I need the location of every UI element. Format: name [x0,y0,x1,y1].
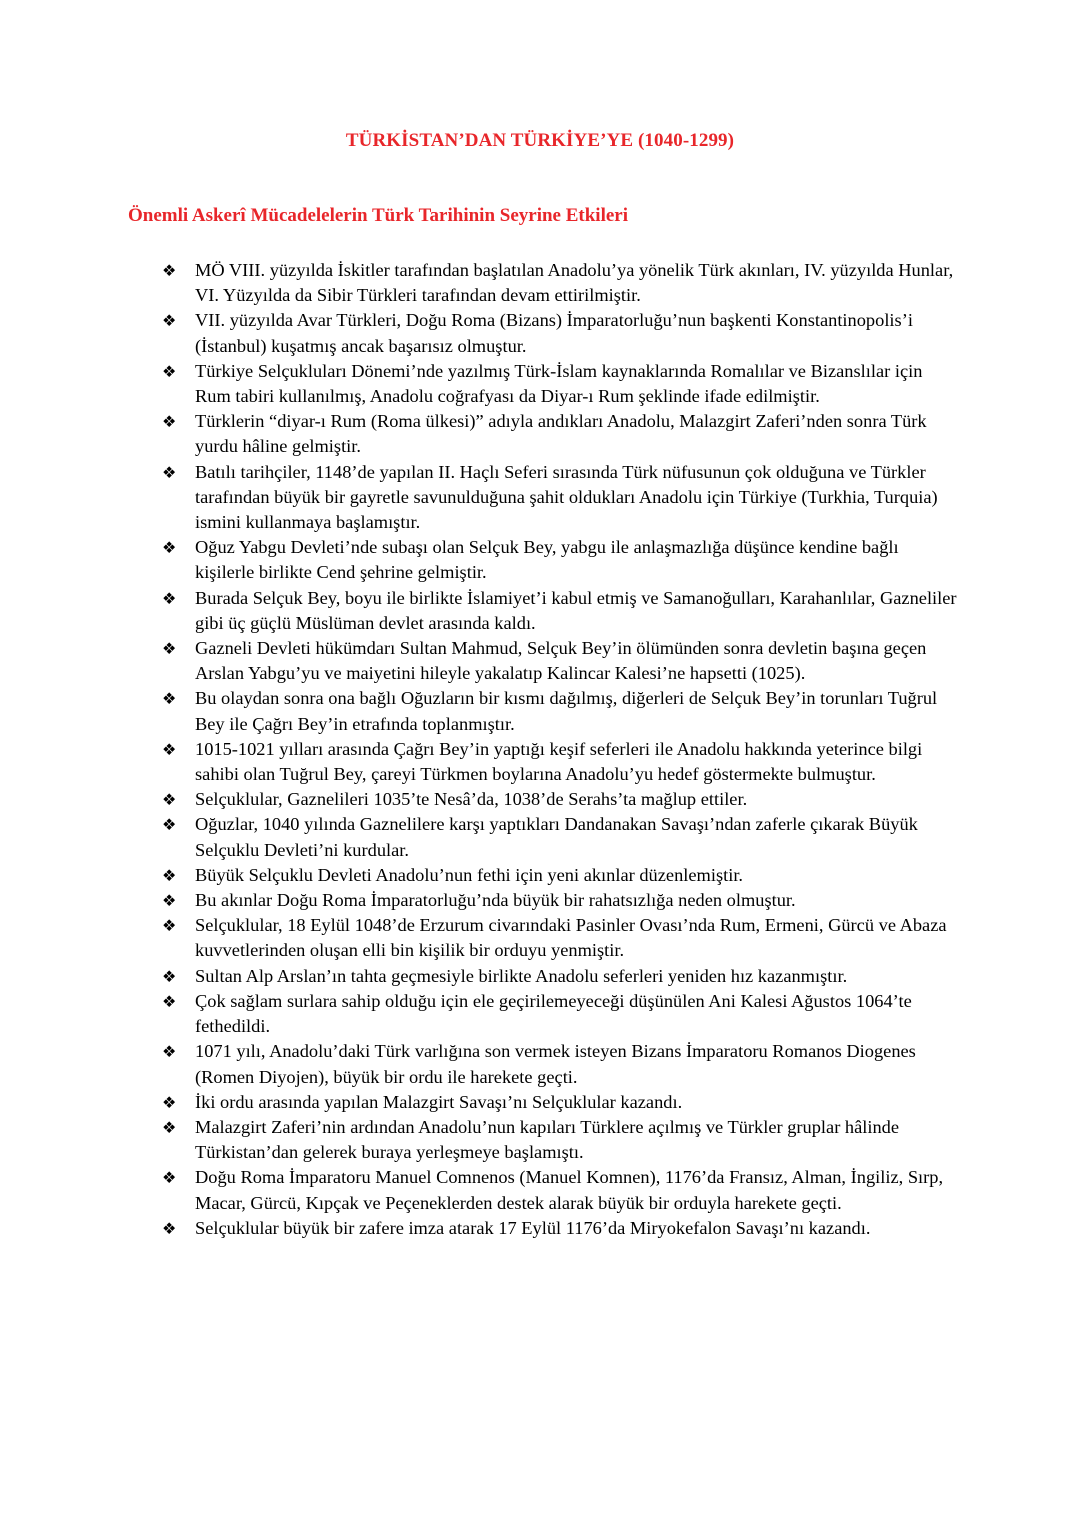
diamond-bullet-icon: ❖ [162,689,177,709]
list-item-text: Selçuklular, Gaznelileri 1035’te Nesâ’da, 1038’de Serahs’ta mağlup ettiler. [195,789,748,810]
list-item-text: Selçuklular büyük bir zafere imza atarak 17 Eylül 1176’da Miryokefalon Savaşı’nı kazandı. [195,1217,871,1238]
diamond-bullet-icon: ❖ [162,1117,177,1137]
section-heading: Önemli Askerî Mücadelelerin Türk Tarihinin Seyrine Etkileri [128,205,629,226]
list-item [162,258,962,308]
list-item [162,460,962,536]
list-item [162,535,962,585]
list-item [162,1115,962,1165]
diamond-bullet-icon: ❖ [162,588,177,608]
list-item [162,787,962,812]
list-item [162,989,962,1039]
diamond-bullet-icon: ❖ [162,991,177,1011]
list-item [162,636,962,686]
list-item-text: Doğu Roma İmparatoru Manuel Comnenos (Manuel Komnen), 1176’da Fransız, Alman, İngiliz, Sırp, Macar, Gürcü, Kıpçak ve Peçeneklerden destek alarak büyük bir orduyla harekete geçti. [195,1167,944,1213]
diamond-bullet-icon: ❖ [162,815,177,835]
list-item-text: Bu akınlar Doğu Roma İmparatorluğu’nda büyük bir rahatsızlığa neden olmuştur. [195,890,796,911]
diamond-bullet-icon: ❖ [162,865,177,885]
list-item-text: VII. yüzyılda Avar Türkleri, Doğu Roma (Bizans) İmparatorluğu’nun başkenti Konstantinopolis’i (İstanbul) kuşatmış ancak başarısız olmuştur. [195,310,913,356]
list-item-text: MÖ VIII. yüzyılda İskitler tarafından başlatılan Anadolu’ya yönelik Türk akınları, IV. yüzyılda Hunlar, VI. Yüzyılda da Sibir Türkleri tarafından devam ettirilmiştir. [195,260,954,306]
list-item [162,1039,962,1089]
page-title: TÜRKİSTAN’DAN TÜRKİYE’YE (1040-1299) [345,130,735,151]
list-item-text: İki ordu arasında yapılan Malazgirt Savaşı’nı Selçuklular kazandı. [195,1091,683,1112]
diamond-bullet-icon: ❖ [162,462,177,482]
diamond-bullet-icon: ❖ [162,891,177,911]
list-item-text: Malazgirt Zaferi’nin ardından Anadolu’nun kapıları Türklere açılmış ve Türkler gruplar hâlinde Türkistan’dan gelerek buraya yerleşmeye başlamıştı. [195,1116,900,1163]
list-item [162,1090,962,1115]
list-item [162,1216,962,1241]
list-item [162,409,962,459]
diamond-bullet-icon: ❖ [162,361,177,381]
list-item [162,686,962,736]
list-item [162,737,962,787]
list-item [162,863,962,888]
diamond-bullet-icon: ❖ [162,1218,177,1238]
list-item [162,888,962,913]
list-item [162,359,962,409]
list-item-text: Büyük Selçuklu Devleti Anadolu’nun fethi için yeni akınlar düzenlemiştir. [195,864,744,885]
diamond-bullet-icon: ❖ [162,1168,177,1188]
diamond-bullet-icon: ❖ [162,538,177,558]
list-item-text: Oğuz Yabgu Devleti’nde subaşı olan Selçuk Bey, yabgu ile anlaşmazlığa düşünce kendine bağlı kişilerle birlikte Cend şehrine gelmiştir. [195,537,899,583]
list-item [162,586,962,636]
diamond-bullet-icon: ❖ [162,966,177,986]
list-item [162,812,962,862]
list-item [162,308,962,358]
list-item-text: Burada Selçuk Bey, boyu ile birlikte İslamiyet’i kabul etmiş ve Samanoğulları, Karahanlılar, Gazneliler gibi üç güçlü Müslüman devlet arasında kaldı. [195,587,957,633]
diamond-bullet-icon: ❖ [162,1042,177,1062]
list-item-text: 1071 yılı, Anadolu’daki Türk varlığına son vermek isteyen Bizans İmparatoru Romanos Diogenes (Romen Diyojen), büyük bir ordu ile harekete geçti. [195,1041,916,1087]
diamond-bullet-icon: ❖ [162,1092,177,1112]
list-item-text: Çok sağlam surlara sahip olduğu için ele geçirilemeyeceği düşünülen Ani Kalesi Ağustos 1064’te fethedildi. [195,990,912,1037]
diamond-bullet-icon: ❖ [162,261,177,280]
list-item-text: Oğuzlar, 1040 yılında Gaznelilere karşı yaptıkları Dandanakan Savaşı’ndan zaferle çıkarak Büyük Selçuklu Devleti’ni kurdular. [195,814,918,860]
list-item-text: Selçuklular, 18 Eylül 1048’de Erzurum civarındaki Pasinler Ovası’nda Rum, Ermeni, Gürcü ve Abaza kuvvetlerinden oluşan elli bin kişilik bir orduyu yenmiştir. [195,915,947,961]
list-item-text: Batılı tarihçiler, 1148’de yapılan II. Haçlı Seferi sırasında Türk nüfusunun çok olduğuna ve Türkler tarafından büyük bir gayretle savunulduğuna şahit oldukları Anadolu için Türkiye (Turkhia, Turquia) ismini kullanmaya başlamıştır. [195,461,938,533]
list-item-text: Gazneli Devleti hükümdarı Sultan Mahmud, Selçuk Bey’in ölümünden sonra devletin başına geçen Arslan Yabgu’yu ve maiyetini hileyle yakalatıp Kalincar Kalesi’ne hapsetti (1025). [195,638,927,684]
list-item [162,964,962,989]
diamond-bullet-icon: ❖ [162,639,177,659]
list-item [162,913,962,963]
diamond-bullet-icon: ❖ [162,790,177,810]
diamond-bullet-icon: ❖ [162,739,177,759]
list-item-text: Türkiye Selçukluları Dönemi’nde yazılmış Türk-İslam kaynaklarında Romalılar ve Bizanslılar için Rum tabiri kullanılmış, Anadolu coğrafyası da Diyar-ı Rum şeklinde ifade edilmiştir. [195,360,923,407]
list-item-text: 1015-1021 yılları arasında Çağrı Bey’in yaptığı keşif seferleri ile Anadolu hakkında yeterince bilgi sahibi olan Tuğrul Bey, çareyi Türkmen boylarına Anadolu’yu hedef göstermekte bulmuştur. [195,738,923,785]
diamond-bullet-icon: ❖ [162,412,177,432]
list-item-text: Sultan Alp Arslan’ın tahta geçmesiyle birlikte Anadolu seferleri yeniden hız kazanmıştır. [195,965,848,986]
list-item-text: Türklerin “diyar-ı Rum (Roma ülkesi)” adıyla andıkları Anadolu, Malazgirt Zaferi’nden sonra Türk yurdu hâline gelmiştir. [195,411,927,457]
list-item [162,1165,962,1215]
list-item-text: Bu olaydan sonra ona bağlı Oğuzların bir kısmı dağılmış, diğerleri de Selçuk Bey’in torunları Tuğrul Bey ile Çağrı Bey’in etrafında toplanmıştır. [195,688,938,734]
bullet-list [162,258,962,1241]
diamond-bullet-icon: ❖ [162,916,177,936]
diamond-bullet-icon: ❖ [162,311,177,331]
